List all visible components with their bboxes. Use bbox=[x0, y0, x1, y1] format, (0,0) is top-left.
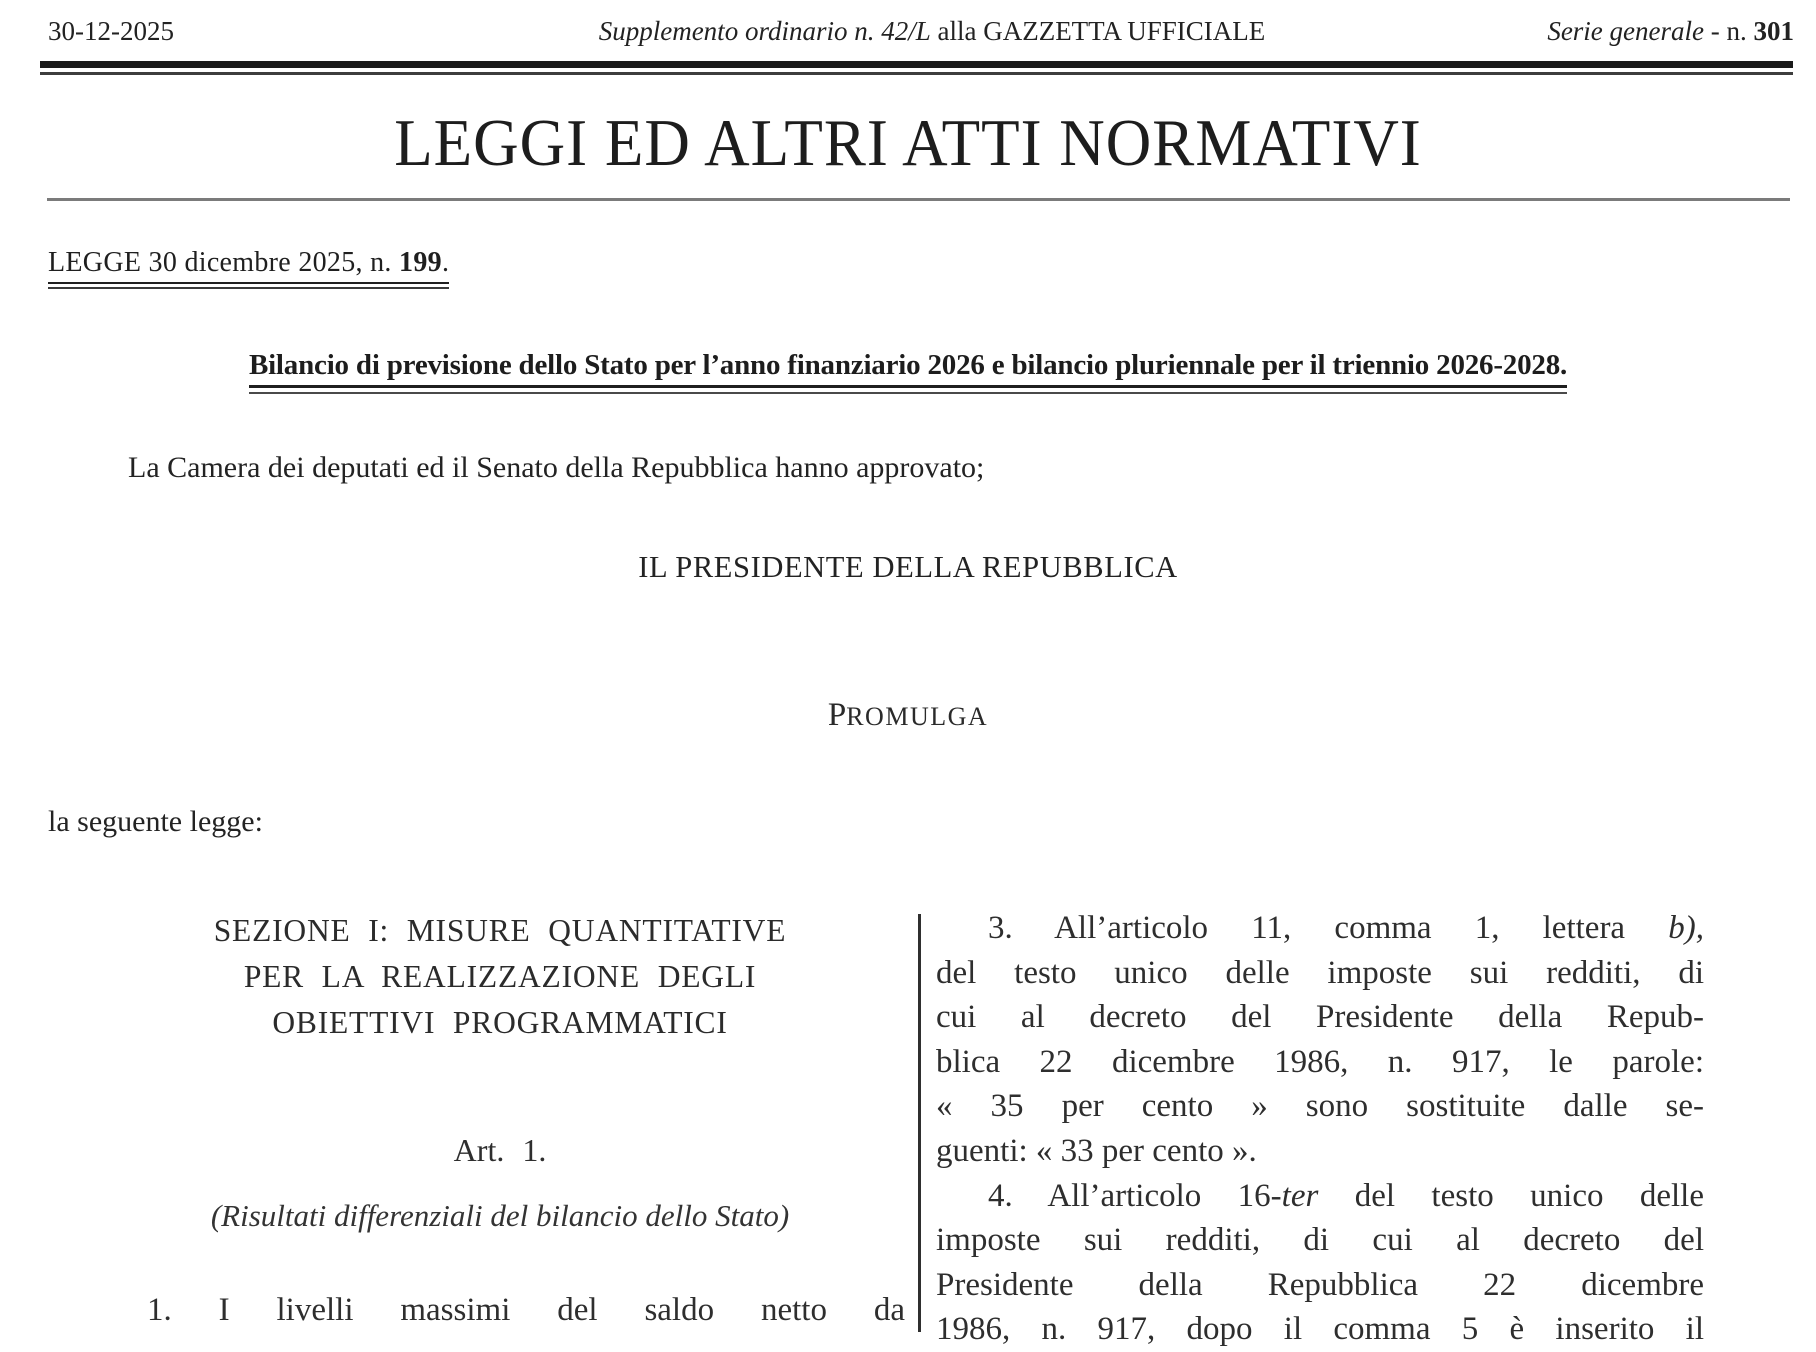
law-number-heading bbox=[48, 247, 449, 289]
president-line: IL PRESIDENTE DELLA REPUBBLICA bbox=[638, 550, 1178, 584]
law-heading-underline bbox=[48, 247, 449, 289]
section-heading bbox=[95, 908, 905, 1046]
text-line: 1986, n. 917, dopo il comma 5 è inserito il bbox=[936, 1311, 1704, 1348]
article-number: Art. 1. bbox=[453, 1132, 547, 1168]
left-column bbox=[95, 908, 905, 1333]
law-heading-number: 199 bbox=[399, 247, 442, 278]
text-line: blica 22 dicembre 1986, n. 917, le parole: bbox=[936, 1043, 1704, 1080]
header-rule-thick bbox=[40, 61, 1793, 68]
promulga-initial: P bbox=[827, 697, 847, 733]
promulga-line bbox=[0, 697, 1816, 734]
text-line: 4. All’articolo 16-ter del testo unico delle bbox=[988, 1177, 1704, 1214]
text-line: cui al decreto del Presidente della Repub- bbox=[936, 999, 1704, 1036]
column-divider bbox=[918, 914, 921, 1332]
supplement-title: Supplemento ordinario n. 42/L bbox=[598, 16, 931, 46]
article-subtitle: (Risultati differenziali del bilancio dello Stato) bbox=[210, 1198, 790, 1233]
section-heading-line: PER LA REALIZZAZIONE DEGLI bbox=[243, 959, 757, 994]
text-line: 3. All’articolo 11, comma 1, lettera b), bbox=[988, 910, 1704, 946]
header-date: 30-12-2025 bbox=[48, 16, 174, 46]
series-separator: - n. bbox=[1704, 16, 1754, 46]
text-line: imposte sui redditi, di cui al decreto del bbox=[936, 1222, 1704, 1259]
law-subject-text: Bilancio di previsione dello Stato per l’anno finanziario 2026 e bilancio pluriennale per il triennio 2026-2028. bbox=[248, 349, 1568, 381]
section-heading-line: OBIETTIVI PROGRAMMATICI bbox=[272, 1005, 728, 1040]
law-subject bbox=[0, 349, 1816, 394]
series-name: Serie generale bbox=[1547, 16, 1704, 46]
text-line: 1. I livelli massimi del saldo netto da bbox=[147, 1292, 905, 1328]
section-heading-line: SEZIONE I: MISURE QUANTITATIVE bbox=[213, 913, 787, 948]
text-line: guenti: « 33 per cento ». bbox=[936, 1132, 1257, 1169]
header-supplement bbox=[599, 16, 1266, 47]
masthead-title: LEGGI ED ALTRI ATTI NORMATIVI bbox=[394, 105, 1422, 180]
text-line: « 35 per cento » sono sostituite dalle se- bbox=[936, 1088, 1704, 1125]
right-column bbox=[936, 906, 1704, 1352]
law-heading-prefix: LEGGE 30 dicembre 2025, n. bbox=[48, 247, 400, 278]
text-line: del testo unico delle imposte sui redditi, di bbox=[936, 954, 1704, 991]
text-line: Presidente della Repubblica 22 dicembre bbox=[936, 1266, 1704, 1303]
approval-line: La Camera dei deputati ed il Senato della Repubblica hanno approvato; bbox=[128, 451, 985, 484]
running-header bbox=[0, 16, 1816, 52]
supplement-suffix: alla GAZZETTA UFFICIALE bbox=[930, 16, 1266, 46]
promulga-smallcaps: ROMULGA bbox=[846, 702, 989, 731]
lead-in-line: la seguente legge: bbox=[48, 805, 263, 838]
header-series bbox=[1547, 16, 1794, 47]
series-number: 301 bbox=[1753, 16, 1794, 46]
header-rule-thin bbox=[40, 72, 1793, 75]
masthead-rule bbox=[47, 198, 1790, 201]
left-column-body bbox=[95, 1288, 905, 1333]
law-heading-period: . bbox=[441, 247, 450, 278]
